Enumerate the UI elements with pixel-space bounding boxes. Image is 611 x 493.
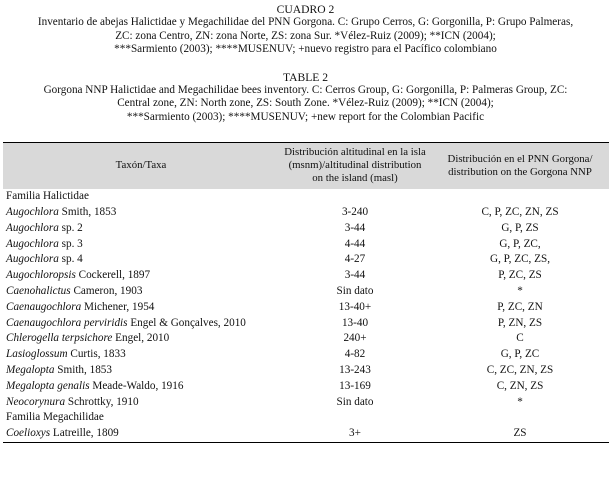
distribution-cell: * — [517, 395, 523, 408]
distribution-cell: P, ZC, ZS — [498, 269, 542, 282]
taxon-genus: Augochlora — [6, 206, 59, 219]
taxon-cell — [3, 268, 279, 284]
altitude-cell: 240+ — [343, 332, 367, 345]
altitude-cell: 4-44 — [344, 237, 366, 250]
taxon-genus: Caenaugochlora perviridis — [6, 316, 128, 329]
taxon-cell — [3, 363, 279, 379]
table-row — [3, 331, 609, 347]
taxon-genus: Caenohalictus — [6, 285, 71, 298]
altitude-cell: 13-40 — [341, 316, 369, 329]
table-row — [3, 347, 609, 363]
distribution-cell: P, ZN, ZS — [497, 316, 543, 329]
taxon-genus: Augochlora — [6, 253, 59, 266]
altitude-cell: 4-82 — [344, 348, 366, 361]
table-header — [3, 143, 609, 190]
distribution-cell: G, P, ZC, — [499, 237, 541, 250]
taxon-authority: Engel & Gonçalves, 2010 — [127, 316, 246, 329]
table-row — [3, 205, 609, 221]
distribution-cell: G, P, ZS — [501, 221, 539, 234]
table-row — [3, 363, 609, 379]
table-row — [3, 284, 609, 300]
distribution-cell: C — [516, 332, 524, 345]
altitude-cell: 13-40+ — [338, 300, 372, 313]
table-row — [3, 379, 609, 395]
table-row — [3, 237, 609, 253]
taxon-genus: Augochlora — [6, 237, 59, 250]
caption-spanish — [0, 0, 611, 57]
altitude-cell: 3+ — [279, 426, 431, 442]
taxon-authority: Familia Halictidae — [6, 190, 89, 203]
taxon-genus: Lasioglossum — [6, 348, 68, 361]
taxon-authority: sp. 4 — [58, 253, 83, 266]
taxon-genus: Neocorynura — [6, 395, 66, 408]
altitude-cell: 13-243 — [339, 364, 371, 377]
distribution-cell: P, ZC, ZN — [497, 300, 543, 313]
caption-english — [0, 71, 611, 125]
taxon-cell — [3, 410, 279, 426]
taxon-authority: Cameron, 1903 — [70, 285, 143, 298]
altitude-cell: 3-44 — [344, 269, 366, 282]
distribution-cell — [431, 410, 609, 426]
taxon-cell — [3, 347, 279, 363]
taxon-authority: Curtis, 1833 — [67, 348, 126, 361]
taxon-cell — [3, 316, 279, 332]
taxon-authority: Smith, 1853 — [54, 364, 112, 377]
table-row — [3, 300, 609, 316]
distribution-cell: G, P, ZC — [500, 348, 540, 361]
header-altitude-line: (msnm)/altitudinal distribution — [288, 159, 422, 172]
header-row — [3, 143, 609, 190]
caption-line: Inventario de abejas Halictidae y Megachilidae del PNN Gorgona. C: Grupo Cerros, G: Gorgonilla, P: Grupo Palmeras, — [37, 16, 574, 29]
taxon-cell — [3, 331, 279, 347]
distribution-cell: * — [517, 285, 523, 298]
bee-inventory-table — [3, 142, 609, 443]
table-body — [3, 189, 609, 442]
altitude-cell: 13-169 — [339, 379, 371, 392]
taxon-authority: Schrottky, 1910 — [65, 395, 139, 408]
taxon-cell — [3, 284, 279, 300]
caption-line: Central zone, ZN: North zone, ZS: South Zone. *Vélez-Ruiz (2009); **ICN (2004); — [117, 97, 494, 110]
taxon-authority: Smith, 1853 — [58, 206, 117, 219]
distribution-cell — [431, 189, 609, 205]
taxon-genus: Augochloropsis — [6, 269, 76, 282]
header-altitude-line: Distribución altitudinal en la isla — [284, 146, 426, 159]
taxon-cell — [3, 300, 279, 316]
taxon-authority: Familia Megachilidae — [6, 411, 104, 424]
taxon-authority: Engel, 2010 — [112, 332, 170, 345]
header-distribution-line: Distribución en el PNN Gorgona/ — [447, 152, 593, 165]
table-row — [3, 316, 609, 332]
altitude-cell: 4-27 — [344, 253, 366, 266]
altitude-cell — [279, 410, 431, 426]
distribution-cell: ZS — [431, 426, 609, 442]
header-altitude-line: on the island (masl) — [312, 172, 398, 185]
taxon-authority: sp. 3 — [58, 237, 83, 250]
taxon-authority: Cockerell, 1897 — [75, 269, 151, 282]
taxon-cell — [3, 252, 279, 268]
caption-line: ***Sarmiento (2003); ****MUSENUV; +new report for the Colombian Pacific — [126, 110, 485, 123]
taxon-authority: Latreille, 1809 — [50, 427, 119, 440]
caption-line: Gorgona NNP Halictidae and Megachilidae bees inventory. C: Cerros Group, G: Gorgonilla, P: Palmeras Group, ZC: — [43, 84, 568, 97]
taxon-genus: Chlerogella terpsichore — [6, 332, 113, 345]
table-row — [3, 410, 609, 426]
altitude-cell: 3-240 — [341, 206, 369, 219]
header-distribution — [431, 143, 609, 190]
taxon-genus: Coelioxys — [6, 427, 51, 440]
distribution-cell: G, P, ZC, ZS, — [490, 253, 550, 266]
caption-line: ***Sarmiento (2003); ****MUSENUV; +nuevo registro para el Pacífico colombiano — [114, 43, 497, 56]
taxon-cell — [3, 395, 279, 411]
taxon-cell — [3, 221, 279, 237]
taxon-cell — [3, 426, 279, 442]
table-row — [3, 252, 609, 268]
taxon-cell — [3, 237, 279, 253]
altitude-cell — [279, 189, 431, 205]
distribution-cell: C, ZC, ZN, ZS — [486, 364, 554, 377]
taxon-authority: Meade-Waldo, 1916 — [89, 379, 184, 392]
taxon-cell — [3, 379, 279, 395]
taxon-cell — [3, 189, 279, 205]
header-distribution-line: distribution on the Gorgona NNP — [448, 165, 592, 178]
table-row — [3, 268, 609, 284]
caption-title-es: CUADRO 2 — [276, 3, 335, 16]
taxon-genus: Megalopta — [6, 364, 55, 377]
altitude-cell: Sin dato — [336, 395, 374, 408]
table-row — [3, 221, 609, 237]
header-altitude — [279, 143, 431, 190]
taxon-cell — [3, 205, 279, 221]
distribution-cell: C, P, ZC, ZN, ZS — [481, 206, 559, 219]
taxon-genus: Augochlora — [6, 221, 59, 234]
table-row — [3, 395, 609, 411]
header-taxon: Taxón/Taxa — [115, 159, 167, 172]
altitude-cell: 3-44 — [344, 221, 366, 234]
taxon-genus: Caenaugochlora — [6, 300, 82, 313]
altitude-cell: Sin dato — [336, 285, 374, 298]
taxon-genus: Megalopta genalis — [6, 379, 90, 392]
distribution-cell: C, ZN, ZS — [496, 379, 544, 392]
table-row — [3, 426, 609, 442]
table-row — [3, 189, 609, 205]
caption-line: ZC: zona Centro, ZN: zona Norte, ZS: zona Sur. *Vélez-Ruiz (2009); **ICN (2004); — [115, 29, 496, 42]
taxon-authority: sp. 2 — [58, 221, 83, 234]
taxon-authority: Michener, 1954 — [81, 300, 155, 313]
caption-title-en: TABLE 2 — [282, 70, 329, 84]
